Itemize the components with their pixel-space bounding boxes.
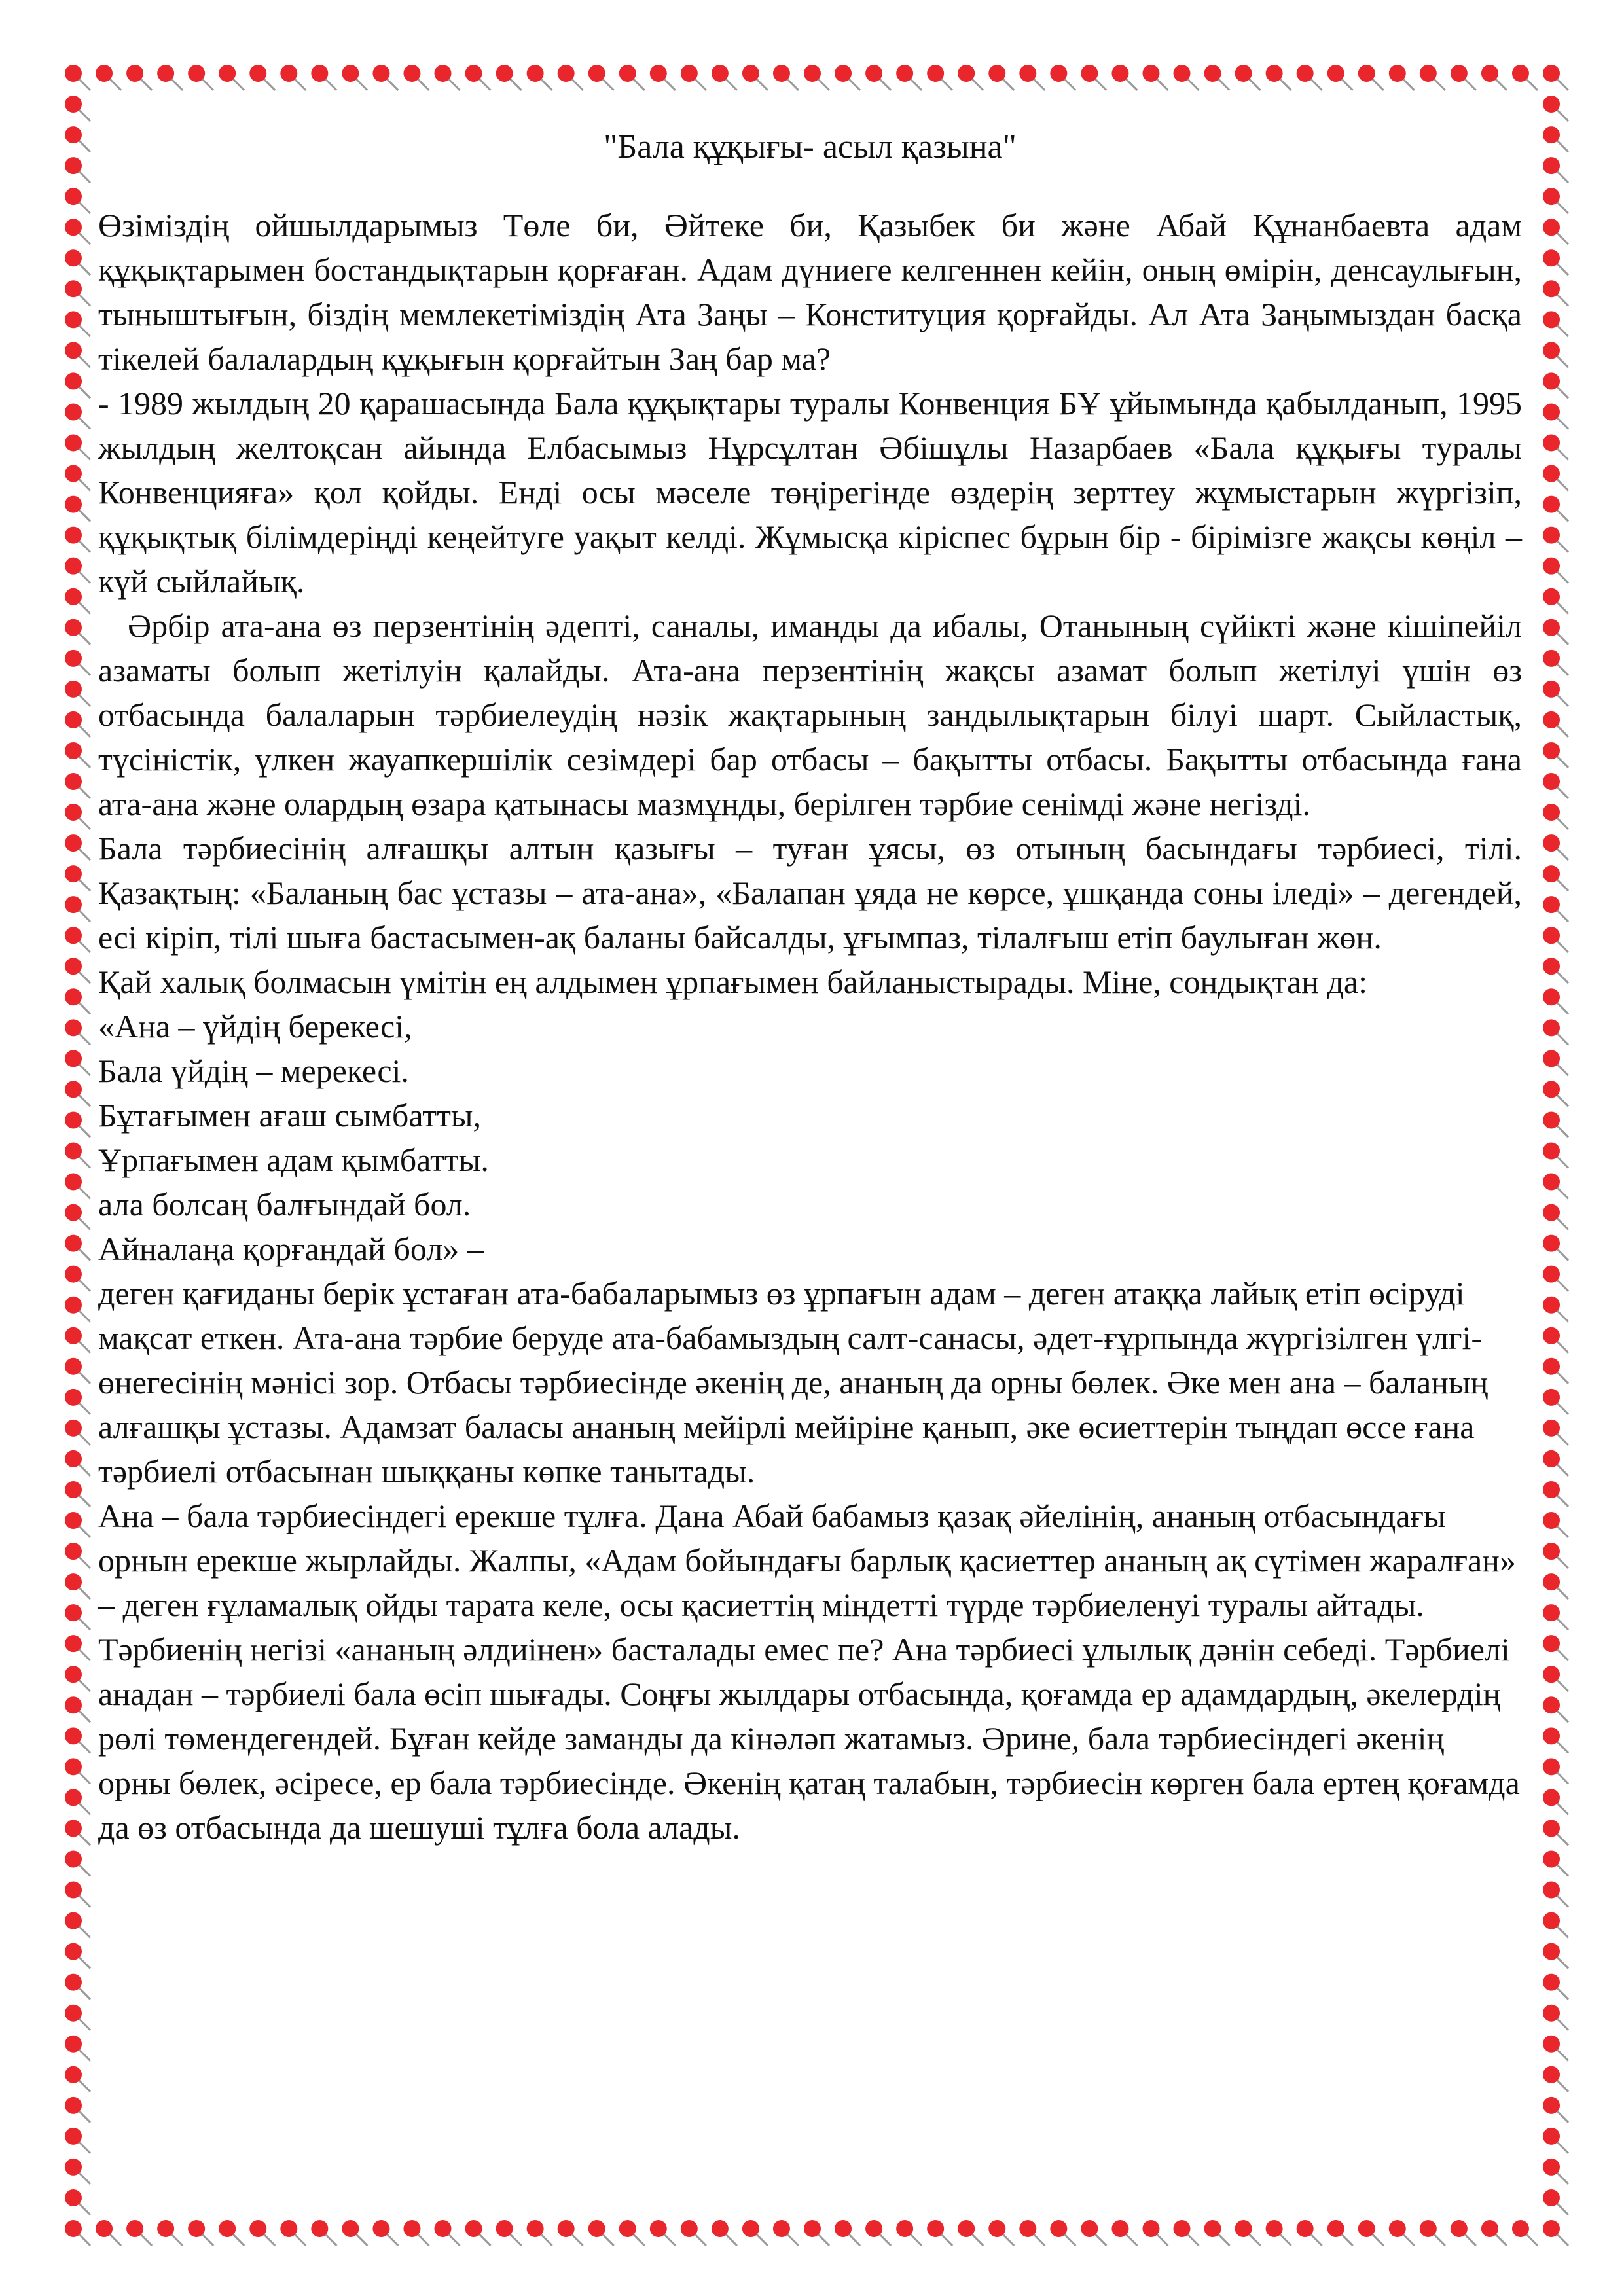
border-dot — [1019, 65, 1045, 90]
border-dot — [896, 65, 922, 90]
border-dot — [65, 773, 90, 798]
border-dot — [650, 2220, 676, 2246]
border-dot — [1481, 65, 1507, 90]
border-dot — [65, 834, 90, 860]
border-dot — [712, 2220, 737, 2246]
border-dot — [65, 280, 90, 306]
border-dot — [435, 65, 460, 90]
border-dot — [1543, 865, 1568, 891]
paragraph: Өзіміздің ойшылдарымыз Төле би, Әйтеке би, Қазыбек би және Абай Құнанбаевта адам құқықтарымен бостандықтарын қорғаған. Адам дүниеге келгеннен кейін, оның өмірін, денсаулығын, тыныштығын, біздің мемлекетіміздің Ата Заңы – Конституция қорғайды. Ал Ата Заңымыздан басқа тікелей балалардың құқығын қорғайтын Заң бар ма? — [98, 207, 1522, 377]
border-dot — [1543, 834, 1568, 860]
border-dot — [65, 1081, 90, 1106]
border-dot — [219, 2220, 244, 2246]
border-dot — [1543, 435, 1568, 460]
border-dot — [1543, 958, 1568, 983]
border-dot — [65, 865, 90, 891]
border-dot — [1389, 2220, 1415, 2246]
border-dot — [527, 65, 552, 90]
border-dot — [96, 2220, 121, 2246]
border-dot — [1358, 65, 1384, 90]
border-dot — [958, 2220, 983, 2246]
border-dot — [1543, 1573, 1568, 1599]
border-dot — [1174, 2220, 1199, 2246]
border-dot — [1543, 1604, 1568, 1630]
border-dot — [65, 1111, 90, 1137]
border-dot — [1543, 1358, 1568, 1384]
border-dot — [1451, 65, 1476, 90]
border-dot — [65, 1204, 90, 1230]
border-dot — [1174, 65, 1199, 90]
border-dot — [1543, 342, 1568, 367]
border-dot — [1543, 1912, 1568, 1938]
border-dot — [619, 65, 645, 90]
border-dot — [865, 2220, 891, 2246]
border-dot — [1543, 1635, 1568, 1660]
border-dot — [65, 311, 90, 336]
border-dot — [1512, 65, 1538, 90]
border-dot — [1543, 896, 1568, 922]
border-dot — [742, 65, 768, 90]
border-dot — [372, 2220, 398, 2246]
border-dot — [1389, 65, 1415, 90]
border-dot — [681, 2220, 706, 2246]
border-dot — [249, 2220, 275, 2246]
border-dot — [280, 2220, 306, 2246]
border-dot — [1235, 65, 1261, 90]
border-dot — [1543, 1174, 1568, 1199]
border-dot — [65, 988, 90, 1014]
border-dot — [65, 465, 90, 491]
border-dot — [650, 65, 676, 90]
border-dot — [681, 65, 706, 90]
border-dot — [65, 558, 90, 583]
border-dot — [1204, 65, 1230, 90]
border-dot — [65, 1789, 90, 1814]
border-dot — [835, 65, 860, 90]
border-dot — [1420, 65, 1445, 90]
border-dot — [65, 527, 90, 552]
border-dot — [619, 2220, 645, 2246]
border-dot — [1019, 2220, 1045, 2246]
border-dot — [96, 65, 121, 90]
border-dot — [1358, 2220, 1384, 2246]
border-dot — [280, 65, 306, 90]
border-dot — [65, 1943, 90, 1969]
border-dot — [773, 2220, 799, 2246]
border-dot — [65, 1820, 90, 1845]
border-dot — [1543, 1758, 1568, 1784]
border-dot — [1543, 711, 1568, 737]
border-dot — [1235, 2220, 1261, 2246]
border-dot — [558, 65, 583, 90]
paragraph: Бала тәрбиесінің алғашқы алтын қазығы – туған ұясы, өз отының басындағы тәрбиесі, тілі. Қазақтың: «Баланың бас ұстазы – ата-ана», «Балапан ұяда не көрсе, ұшқанда соны іледі» – дегендей, есі кіріп, тілі шыға бастасымен-ақ баланы байсалды, ұғымпаз, тілалғыш етіп баулыған жөн. — [98, 830, 1522, 956]
border-dot — [65, 1758, 90, 1784]
paragraph: Қай халық болмасын үмітін ең алдымен ұрпағымен байланыстырады. Міне, сондықтан да: — [98, 963, 1367, 1000]
border-dot — [65, 1297, 90, 1322]
border-dot — [126, 65, 152, 90]
border-dot — [1543, 2005, 1568, 2030]
border-dot — [65, 804, 90, 829]
border-dot — [1543, 126, 1568, 152]
border-dot — [65, 958, 90, 983]
border-dot — [65, 1543, 90, 1568]
border-dot — [65, 2097, 90, 2123]
border-dot — [1543, 157, 1568, 183]
border-dot — [65, 1882, 90, 1907]
border-dot — [465, 2220, 491, 2246]
border-dot — [1543, 650, 1568, 675]
border-dot — [1543, 280, 1568, 306]
border-dot — [1543, 372, 1568, 398]
document — [98, 98, 1522, 1850]
border-dot — [1543, 1696, 1568, 1722]
border-dot — [1111, 65, 1137, 90]
border-dot — [1081, 2220, 1106, 2246]
border-dot — [65, 1266, 90, 1291]
border-dot — [1451, 2220, 1476, 2246]
border-dot — [1543, 1450, 1568, 1476]
paragraph: Бұтағымен ағаш сымбатты, — [98, 1097, 482, 1134]
border-dot — [1543, 927, 1568, 952]
border-dot — [1543, 1297, 1568, 1322]
border-dot — [65, 249, 90, 275]
border-dot — [65, 2036, 90, 2061]
border-dot — [1512, 2220, 1538, 2246]
border-dot — [1543, 2036, 1568, 2061]
border-dot — [219, 65, 244, 90]
border-dot — [65, 342, 90, 367]
border-dot — [927, 65, 952, 90]
border-dot — [65, 1635, 90, 1660]
border-dot — [65, 1974, 90, 2000]
border-dot — [896, 2220, 922, 2246]
border-dot — [1543, 1420, 1568, 1445]
border-dot — [1327, 2220, 1353, 2246]
border-dot — [496, 2220, 522, 2246]
border-dot — [1543, 1543, 1568, 1568]
border-dot — [65, 711, 90, 737]
border-dot — [1543, 2128, 1568, 2153]
border-dot — [65, 2066, 90, 2092]
paragraph: Бала үйдің – мерекесі. — [98, 1052, 409, 1089]
paragraph: деген қағиданы берік ұстаған ата-бабаларымыз өз ұрпағын адам – деген атаққа лайық етіп өсіруді мақсат еткен. Ата-ана тәрбие беруде ата-бабамыздың салт-санасы, әдет-ғұрпында жүргізілген үлгі-өнегесінің мәнісі зор. Отбасы тәрбиесінде әкенің де, ананың да орны бөлек. Әке мен ана – баланың алғашқы ұстазы. Адамзат баласы ананың мейірлі мейіріне қанып, әке өсиеттерін тыңдап өссе ғана тәрбиелі отбасынан шыққаны көпке танытады. — [98, 1275, 1489, 1490]
border-dot — [403, 2220, 429, 2246]
border-dot — [65, 1358, 90, 1384]
border-dot — [65, 1050, 90, 1075]
border-dot — [1142, 2220, 1168, 2246]
border-dot — [1204, 2220, 1230, 2246]
border-dot — [65, 619, 90, 645]
border-dot — [588, 65, 614, 90]
border-dot — [65, 157, 90, 183]
border-dot — [1050, 65, 1075, 90]
border-dot — [1543, 96, 1568, 121]
border-dot — [1266, 65, 1291, 90]
border-dot — [65, 435, 90, 460]
border-dot — [465, 65, 491, 90]
border-dot — [1543, 1050, 1568, 1075]
border-dot — [1543, 804, 1568, 829]
border-dot — [65, 650, 90, 675]
border-dot — [1543, 773, 1568, 798]
border-dot — [1543, 681, 1568, 706]
border-dot — [65, 1727, 90, 1753]
border-dot — [558, 2220, 583, 2246]
border-dot — [65, 403, 90, 429]
paragraph: Тәрбиенің негізі «ананың әлдиінен» басталады емес пе? Ана тәрбиесі ұлылық дәнін себеді. Тәрбиелі анадан – тәрбиелі бала өсіп шығады. Соңғы жылдары отбасында, қоғамда ер адамдардың, әкелердің рөлі төмендегендей. Бұған кейде заманды да кінәләп жатамыз. Әрине, бала тәрбиесіндегі әкенің орны бөлек, әсіресе, ер бала тәрбиесінде. Әкенің қатаң талабын, тәрбиесін көрген бала ертең қоғамда да өз отбасында да шешуші тұлға бола алады. — [98, 1631, 1520, 1846]
border-dot — [65, 2159, 90, 2184]
border-dot — [927, 2220, 952, 2246]
border-dot — [1543, 1974, 1568, 2000]
border-dot — [1050, 2220, 1075, 2246]
border-dot — [65, 1327, 90, 1353]
border-dot — [1543, 65, 1568, 90]
border-dot — [1420, 2220, 1445, 2246]
border-dot — [65, 188, 90, 213]
paragraph: Ана – бала тәрбиесіндегі ерекше тұлға. Дана Абай бабамыз қазақ әйелінің, ананың отбасындағы орнын ерекше жырлайды. Жалпы, «Адам бойындағы барлық қасиеттер ананың ақ сүтімен жаралған» – деген ғұламалық ойды тарата келе, осы қасиеттің міндетті түрде тәрбиеленуі туралы айтады. — [98, 1498, 1516, 1623]
paragraph: «Ана – үйдің берекесі, — [98, 1008, 412, 1045]
border-dot — [65, 96, 90, 121]
border-dot — [65, 927, 90, 952]
border-dot — [157, 65, 183, 90]
border-dot — [342, 2220, 367, 2246]
border-dot — [1142, 65, 1168, 90]
border-dot — [1081, 65, 1106, 90]
border-dot — [1543, 1204, 1568, 1230]
border-dot — [1481, 2220, 1507, 2246]
document-body — [98, 203, 1522, 1850]
border-dot — [1543, 1666, 1568, 1691]
border-dot — [1543, 588, 1568, 614]
border-dot — [1543, 1111, 1568, 1137]
border-dot — [1111, 2220, 1137, 2246]
paragraph: ала болсаң балғындай бол. — [98, 1186, 471, 1223]
border-dot — [65, 2189, 90, 2215]
paragraph: - 1989 жылдың 20 қарашасында Бала құқықтары туралы Конвенция БҰ ұйымында қабылданып, 1995 жылдың желтоқсан айында Елбасымыз Нұрсұлтан Әбішұлы Назарбаев «Бала құқығы туралы Конвенцияға» қол қойды. Енді осы мәселе төңірегінде өздерің зерттеу жұмыстарын жүргізіп, құқықтық білімдеріңді кеңейтуге уақыт келді. Жұмысқа кіріспес бұрын бір - бірімізге жақсы көңіл – күй сыйлайық. — [98, 385, 1522, 600]
border-dot — [1543, 1143, 1568, 1168]
border-dot — [1543, 1882, 1568, 1907]
border-dot — [1543, 742, 1568, 768]
border-dot — [65, 1512, 90, 1537]
border-dot — [188, 2220, 213, 2246]
border-dot — [988, 2220, 1014, 2246]
border-dot — [65, 1696, 90, 1722]
border-dot — [773, 65, 799, 90]
border-dot — [1543, 1266, 1568, 1291]
border-dot — [65, 1389, 90, 1414]
border-dot — [65, 1235, 90, 1261]
border-dot — [804, 2220, 829, 2246]
paragraph: Әрбір ата-ана өз перзентінің әдепті, саналы, иманды да ибалы, Отанының сүйікті және кішіпейіл азаматы болып жетілуін қалайды. Ата-ана перзентінің жақсы азамат болып жетілуі үшін өз отбасында балаларын тәрбиелеудің нәзік жақтарының зандылықтарын білуі шарт. Сыйластық, түсіністік, үлкен жауапкершілік сезімдері бар отбасы – бақытты отбасы. Бақытты отбасында ғана ата-ана және олардың өзара қатынасы мазмұнды, берілген тәрбие сенімді және негізді. — [98, 607, 1522, 822]
border-dot — [1297, 2220, 1322, 2246]
border-dot — [1266, 2220, 1291, 2246]
border-dot — [1543, 558, 1568, 583]
border-dot — [65, 2005, 90, 2030]
border-dot — [1543, 188, 1568, 213]
border-dot — [1543, 1019, 1568, 1045]
border-dot — [65, 588, 90, 614]
border-dot — [1543, 1235, 1568, 1261]
border-dot — [65, 496, 90, 522]
border-dot — [1543, 311, 1568, 336]
border-dot — [65, 2220, 90, 2246]
border-dot — [496, 65, 522, 90]
border-dot — [1543, 2097, 1568, 2123]
border-dot — [804, 65, 829, 90]
border-dot — [1543, 1850, 1568, 1876]
border-dot — [435, 2220, 460, 2246]
border-dot — [1543, 2066, 1568, 2092]
border-dot — [65, 1019, 90, 1045]
border-dot — [65, 1604, 90, 1630]
border-dot — [65, 372, 90, 398]
border-dot — [1543, 1820, 1568, 1845]
border-dot — [865, 65, 891, 90]
border-dot — [1543, 219, 1568, 244]
border-dot — [1543, 2189, 1568, 2215]
border-dot — [588, 2220, 614, 2246]
document-title: "Бала құқығы- асыл қазына" — [604, 128, 1017, 166]
border-dot — [1543, 496, 1568, 522]
border-dot — [1543, 1081, 1568, 1106]
border-dot — [1543, 1727, 1568, 1753]
border-dot — [65, 681, 90, 706]
border-dot — [958, 65, 983, 90]
border-dot — [157, 2220, 183, 2246]
border-dot — [1543, 249, 1568, 275]
border-dot — [403, 65, 429, 90]
border-dot — [712, 65, 737, 90]
border-dot — [249, 65, 275, 90]
border-dot — [1543, 1481, 1568, 1507]
border-dot — [65, 1143, 90, 1168]
border-dot — [65, 1481, 90, 1507]
border-dot — [1543, 1389, 1568, 1414]
border-dot — [65, 1912, 90, 1938]
paragraph: Ұрпағымен адам қымбатты. — [98, 1141, 489, 1178]
paragraph: Айналаңа қорғандай бол» – — [98, 1230, 484, 1267]
border-dot — [65, 1420, 90, 1445]
border-dot — [65, 1573, 90, 1599]
border-dot — [65, 126, 90, 152]
border-dot — [1543, 2159, 1568, 2184]
border-dot — [1297, 65, 1322, 90]
border-dot — [527, 2220, 552, 2246]
border-dot — [188, 65, 213, 90]
border-dot — [1543, 403, 1568, 429]
border-dot — [65, 896, 90, 922]
border-dot — [311, 2220, 336, 2246]
border-dot — [988, 65, 1014, 90]
border-dot — [835, 2220, 860, 2246]
border-dot — [742, 2220, 768, 2246]
border-dot — [1327, 65, 1353, 90]
border-dot — [372, 65, 398, 90]
border-dot — [65, 742, 90, 768]
border-dot — [1543, 465, 1568, 491]
border-dot — [1543, 1512, 1568, 1537]
border-dot — [65, 65, 90, 90]
border-dot — [1543, 1943, 1568, 1969]
border-dot — [65, 219, 90, 244]
border-dot — [1543, 619, 1568, 645]
border-dot — [65, 1174, 90, 1199]
border-dot — [1543, 988, 1568, 1014]
border-dot — [126, 2220, 152, 2246]
border-dot — [342, 65, 367, 90]
border-dot — [1543, 1327, 1568, 1353]
border-dot — [65, 1450, 90, 1476]
border-dot — [311, 65, 336, 90]
border-dot — [1543, 2220, 1568, 2246]
border-dot — [1543, 527, 1568, 552]
border-dot — [65, 1666, 90, 1691]
border-dot — [65, 1850, 90, 1876]
border-dot — [65, 2128, 90, 2153]
border-dot — [1543, 1789, 1568, 1814]
